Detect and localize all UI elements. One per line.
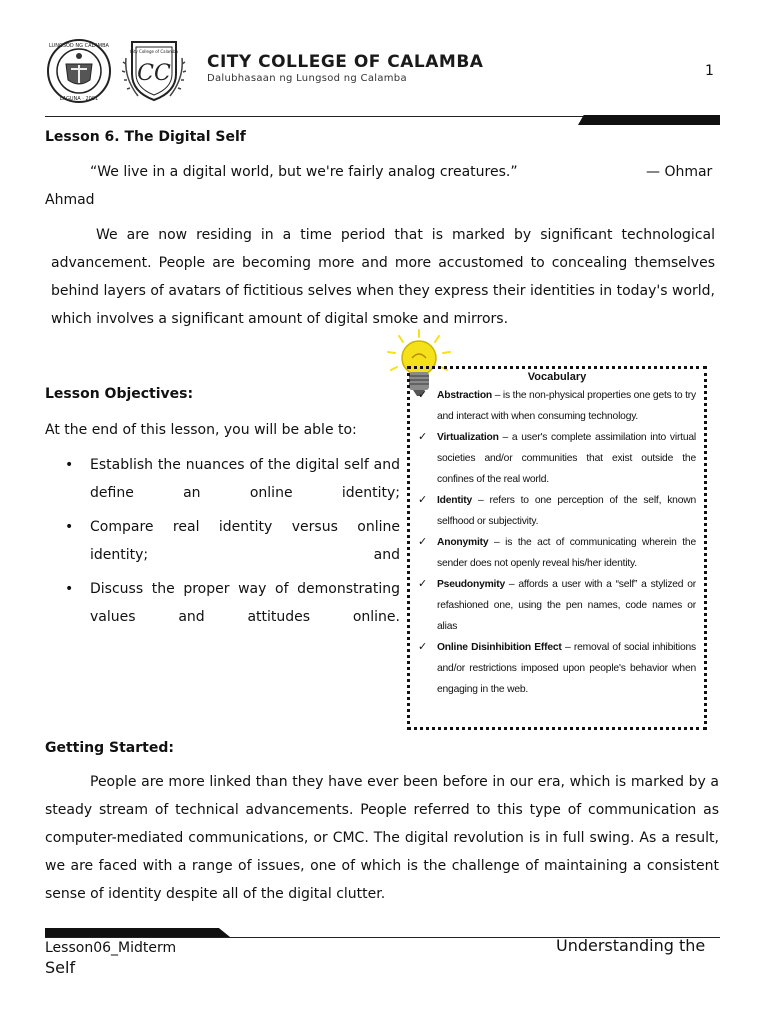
footer-accent-bar <box>45 928 230 937</box>
vocabulary-item <box>418 427 696 490</box>
vocabulary-definition: – is the non-physical properties one gets to try and interact with when consuming technology. <box>437 390 696 422</box>
footer-course-line2: Self <box>45 958 76 977</box>
vocabulary-definition: – removal of social inhibitions and/or restrictions imposed upon people's behavior when engaging in the web. <box>437 642 697 695</box>
lesson-title: Lesson 6. The Digital Self <box>45 129 246 145</box>
vocabulary-item <box>418 532 696 574</box>
header-rule <box>45 116 675 117</box>
getting-started-heading: Getting Started: <box>45 740 174 756</box>
page-number: 1 <box>705 63 714 79</box>
vocabulary-term: Virtualization <box>437 432 499 443</box>
vocabulary-term: Pseudonymity <box>437 579 505 590</box>
svg-text:LUNGSOD NG CALAMBA: LUNGSOD NG CALAMBA <box>49 43 109 49</box>
check-icon: ✓ <box>418 389 428 401</box>
bullet-icon: • <box>65 457 74 473</box>
objective-item: • Discuss the proper way of demonstrating values and attitudes online. <box>45 575 400 631</box>
city-seal-logo <box>46 38 112 104</box>
objectives-list <box>45 451 400 637</box>
bullet-icon: • <box>65 581 74 597</box>
vocabulary-definition: – affords a user with a “self” a stylized or refashioned one, using the pen names, code names or alias <box>437 579 696 632</box>
objectives-lead: At the end of this lesson, you will be able to: <box>45 422 357 438</box>
check-icon: ✓ <box>418 431 428 443</box>
ccc-shield-logo <box>122 38 186 104</box>
objectives-heading: Lesson Objectives: <box>45 386 194 402</box>
vocabulary-term: Anonymity <box>437 537 489 548</box>
quote-author-line1: — Ohmar <box>646 164 713 180</box>
college-subtitle: Dalubhasaan ng Lungsod ng Calamba <box>207 73 407 84</box>
vocabulary-term: Identity <box>437 495 473 506</box>
college-name: CITY COLLEGE OF CALAMBA <box>207 52 484 72</box>
header-accent-bar <box>578 115 720 125</box>
vocabulary-definition: – a user's complete assimilation into virtual societies and/or communities that exist outside the confines of the real world. <box>437 432 696 485</box>
vocabulary-list <box>418 385 696 700</box>
vocabulary-term: Online Disinhibition Effect <box>437 642 562 653</box>
vocabulary-item <box>418 574 696 637</box>
quote-author-line2: Ahmad <box>45 192 95 208</box>
vocabulary-definition: – is the act of communicating wherein the sender does not openly reveal his/her identity. <box>437 537 696 569</box>
svg-text:LAGUNA · 2001: LAGUNA · 2001 <box>59 96 99 102</box>
check-icon: ✓ <box>418 641 428 653</box>
check-icon: ✓ <box>418 536 428 548</box>
footer-course-line1: Understanding the <box>556 936 706 955</box>
check-icon: ✓ <box>418 494 428 506</box>
footer-lesson-code: Lesson06_Midterm <box>45 940 177 956</box>
vocabulary-item <box>418 385 696 427</box>
vocabulary-title: Vocabulary <box>527 371 587 383</box>
getting-started-paragraph: People are more linked than they have ever been before in our era, which is marked by a steady stream of technical advancements. People referred to this type of communication as computer-mediated communications, or CMC. The digital revolution is in full swing. As a result, we are faced with a range of issues, one of which is the challenge of maintaining a consistent sense of identity despite all of the digital clutter. <box>45 774 719 902</box>
check-icon: ✓ <box>418 578 428 590</box>
vocabulary-definition: – refers to one perception of the self, known selfhood or subjectivity. <box>437 495 696 527</box>
intro-paragraph: We are now residing in a time period that is marked by significant technological advancement. People are becoming more and more accustomed to concealing themselves behind layers of avatars of fictitious selves when they express their identities in today's world, which involves a significant amount of digital smoke and mirrors. <box>51 227 715 327</box>
objective-item: • Compare real identity versus online identity; and <box>45 513 400 569</box>
svg-text:City College of Calamba: City College of Calamba <box>129 49 179 54</box>
lesson-quote: “We live in a digital world, but we're fairly analog creatures.” <box>90 164 518 180</box>
svg-text:CC: CC <box>137 61 171 86</box>
vocabulary-box <box>407 366 707 730</box>
vocabulary-item <box>418 490 696 532</box>
vocabulary-term: Abstraction <box>437 390 493 401</box>
bullet-icon: • <box>65 519 74 535</box>
vocabulary-item <box>418 637 696 700</box>
objective-item: • Establish the nuances of the digital self and define an online identity; <box>45 451 400 507</box>
